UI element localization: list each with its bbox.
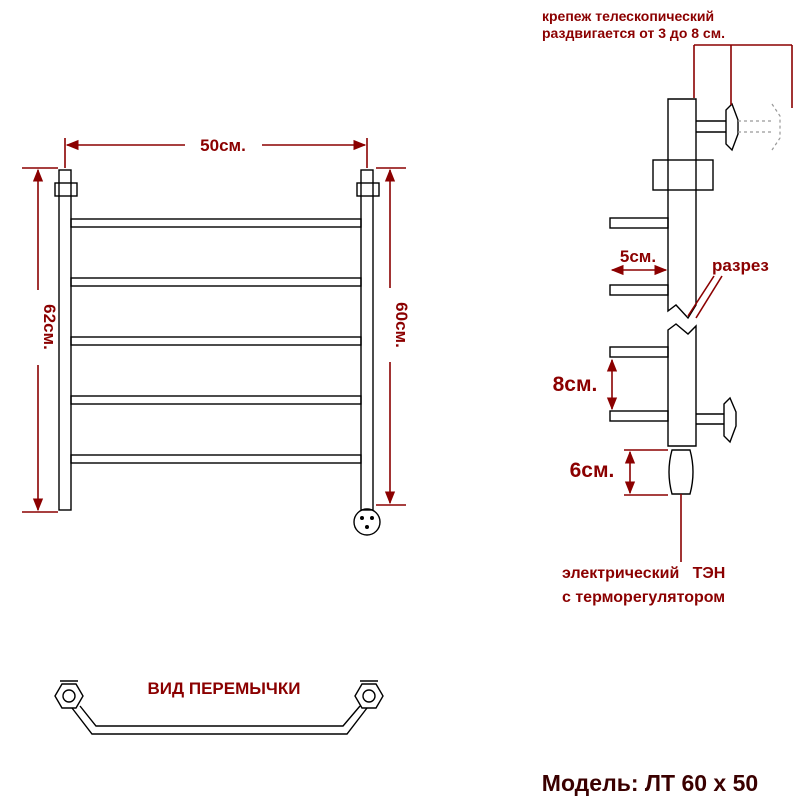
- lower-wall-bracket: [696, 398, 736, 442]
- right-mount-bracket: [357, 183, 379, 196]
- clamp-block: [653, 160, 713, 190]
- inner-height-label: 60см.: [392, 302, 411, 348]
- heater-label-line1: электрический ТЭН: [562, 565, 726, 582]
- right-rail: [361, 170, 373, 510]
- mount-label-line2: раздвигается от 3 до 8 см.: [542, 25, 725, 41]
- side-view: [610, 99, 780, 494]
- inner-height-dimension: [376, 168, 411, 505]
- bridge-view: [55, 679, 383, 734]
- depth-dimension: [612, 247, 666, 270]
- upper-wall-bracket: [696, 104, 780, 150]
- heater-length-label: 6см.: [569, 459, 615, 482]
- bridge-view-label: ВИД ПЕРЕМЫЧКИ: [147, 679, 301, 698]
- front-view: [55, 170, 380, 535]
- depth-label: 5см.: [619, 247, 657, 266]
- section-label: разрез: [712, 256, 769, 275]
- model-label: Модель: ЛТ 60 х 50: [541, 770, 759, 796]
- wall-offset-label: 8см.: [552, 373, 598, 396]
- width-dimension: [65, 136, 367, 168]
- left-mount-bracket: [55, 183, 77, 196]
- heater-label-line2: с терморегулятором: [562, 589, 726, 606]
- left-rail: [59, 170, 71, 510]
- width-label: 50см.: [200, 136, 246, 155]
- wall-offset-dimension: [553, 360, 612, 409]
- heater-plug-icon: [354, 509, 380, 535]
- heater-element-icon: [669, 450, 693, 494]
- crossbars: [71, 219, 361, 463]
- total-height-label: 62см.: [40, 304, 59, 350]
- section-callout: [688, 256, 769, 318]
- heater-length-dimension: [570, 450, 668, 495]
- mount-label-line1: крепеж телескопический: [542, 8, 715, 24]
- total-height-dimension: [22, 168, 59, 512]
- mount-leader: [694, 45, 792, 108]
